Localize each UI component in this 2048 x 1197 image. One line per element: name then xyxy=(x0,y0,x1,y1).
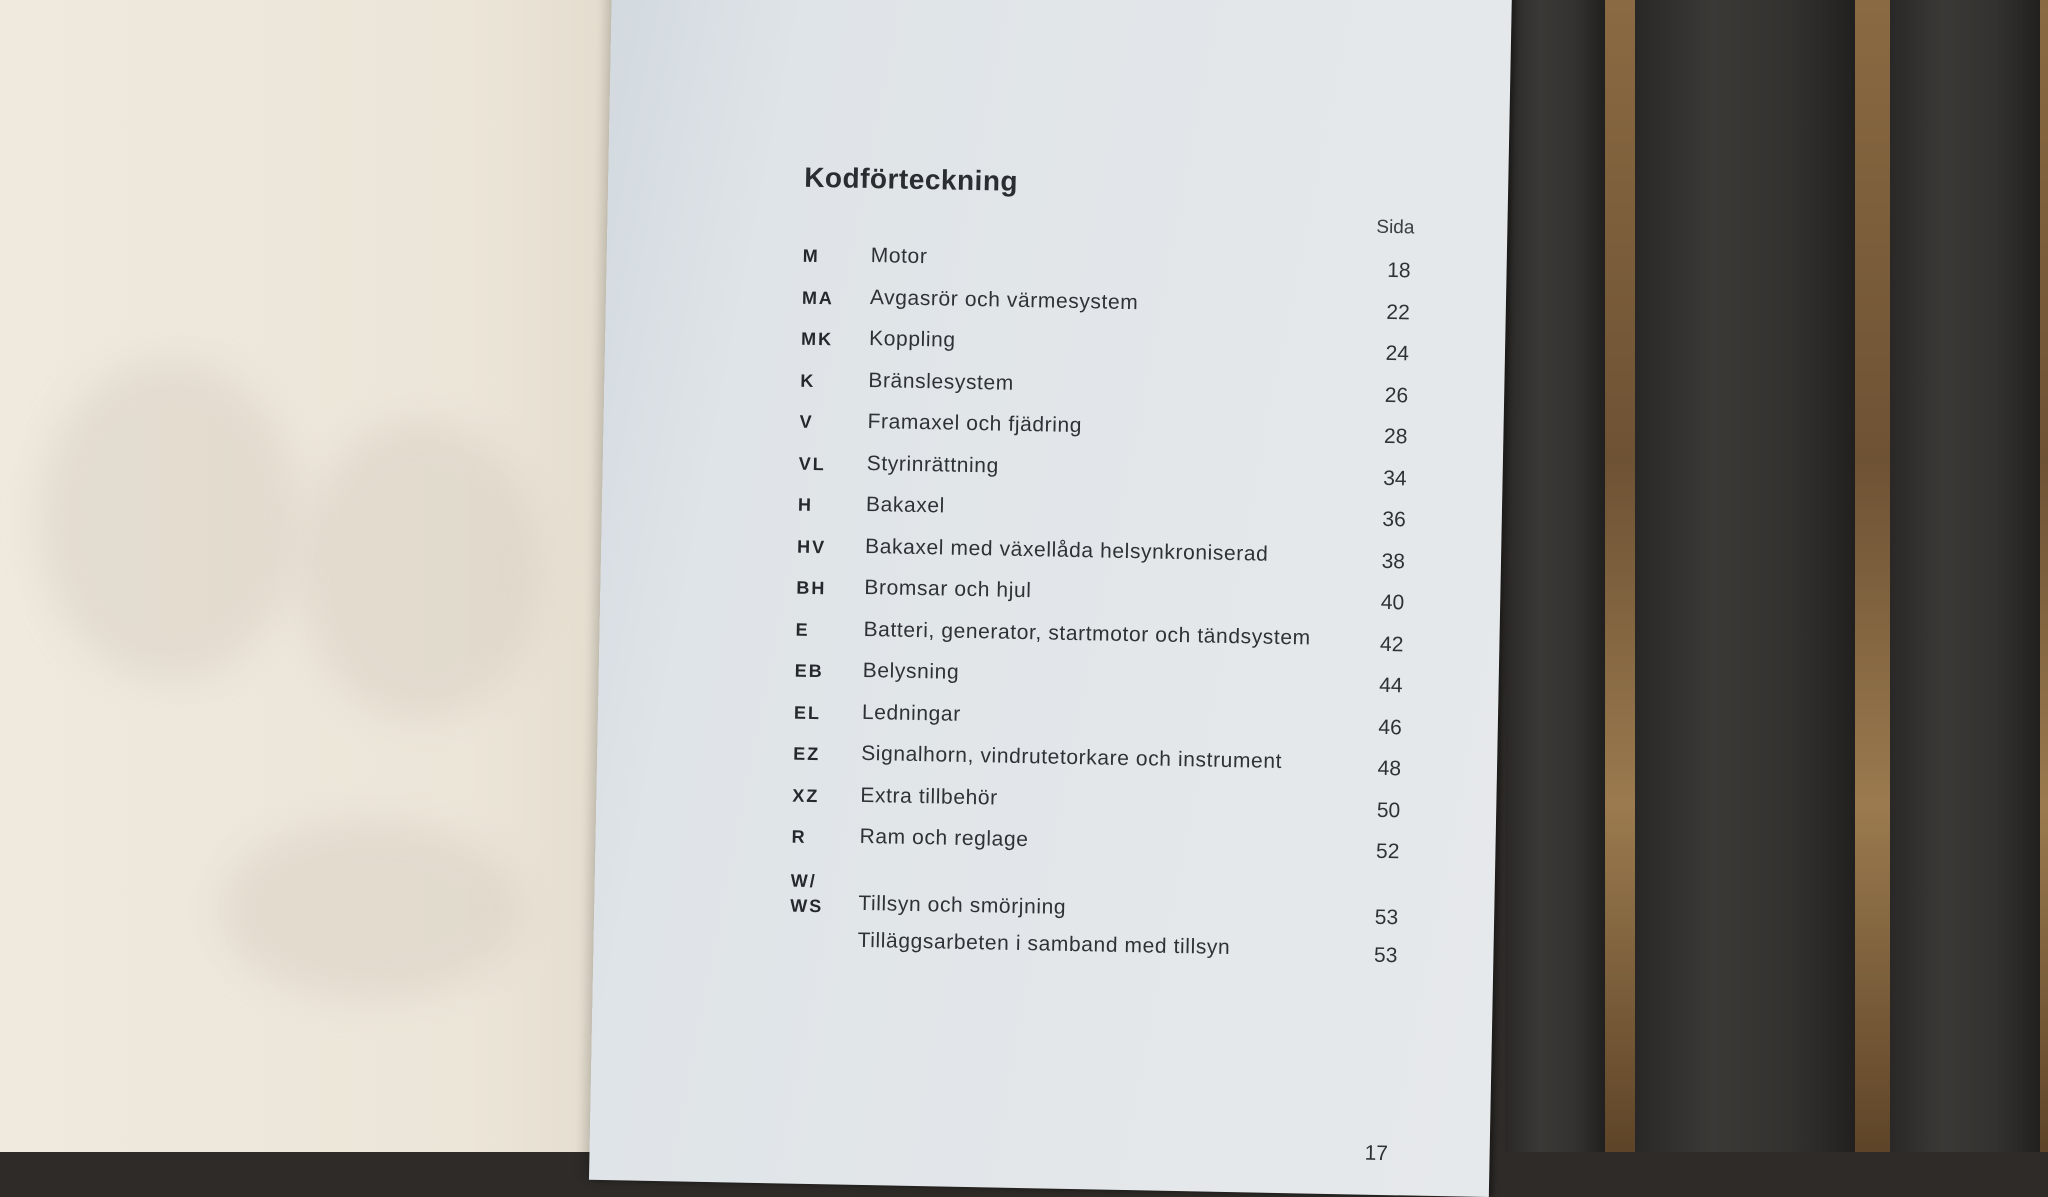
section-code: V xyxy=(799,411,814,432)
page-number: 26 xyxy=(1384,383,1409,407)
page-number: 38 xyxy=(1381,549,1406,573)
section-label: Styrinrättning xyxy=(866,451,1000,478)
section-label: Motor xyxy=(870,244,928,269)
section-label: Avgasrör och värmesystem xyxy=(869,285,1139,314)
section-label: Bromsar och hjul xyxy=(864,575,1032,603)
page-number: 48 xyxy=(1377,756,1402,781)
page-number: 46 xyxy=(1378,715,1403,739)
code-index-list xyxy=(789,246,1423,984)
section-label: Framaxel och fjädring xyxy=(867,409,1083,438)
page-folio: 17 xyxy=(1364,1141,1389,1166)
page-number: 40 xyxy=(1380,590,1405,615)
section-code: HV xyxy=(796,536,827,557)
section-code: R xyxy=(791,826,807,847)
section-code: VL xyxy=(798,453,826,474)
page-number: 28 xyxy=(1383,424,1408,449)
page-number: 42 xyxy=(1379,632,1404,656)
section-label: Signalhorn, vindrutetorkare och instrument xyxy=(860,741,1283,774)
section-label: Ram och reglage xyxy=(859,824,1029,852)
page-number: 52 xyxy=(1375,839,1400,864)
booklet-page xyxy=(589,0,1512,1197)
page-number: 44 xyxy=(1379,673,1403,698)
section-label: Tillsyn och smörjning xyxy=(858,891,1067,919)
section-code: EB xyxy=(794,660,824,682)
section-label: Bakaxel med växellåda helsynkroniserad xyxy=(864,534,1269,566)
section-code: M xyxy=(802,245,820,267)
section-code: EZ xyxy=(792,743,821,765)
page-number: 53 xyxy=(1373,943,1398,967)
section-code: XZ xyxy=(792,785,820,806)
section-code: E xyxy=(795,619,810,640)
facing-blank-page xyxy=(0,0,660,1152)
section-label: Tilläggsarbeten i samband med tillsyn xyxy=(857,928,1231,959)
page-number: 36 xyxy=(1382,507,1407,532)
page-number: 24 xyxy=(1385,341,1410,366)
section-code: W/ WS xyxy=(790,870,824,916)
section-code: H xyxy=(797,494,814,515)
section-label: Koppling xyxy=(868,327,956,352)
page-number: 53 xyxy=(1374,905,1399,929)
section-code: MA xyxy=(801,287,835,308)
section-label: Bränslesystem xyxy=(868,368,1015,395)
section-code: EL xyxy=(793,702,822,723)
page-title: Kodförteckning xyxy=(803,161,1019,197)
section-label: Belysning xyxy=(862,658,960,684)
wooden-bench xyxy=(1505,0,2048,1152)
section-label: Ledningar xyxy=(861,700,962,726)
page-number: 34 xyxy=(1383,466,1407,490)
section-label: Batteri, generator, startmotor och tändsystem xyxy=(863,617,1311,650)
page-number: 18 xyxy=(1386,258,1411,283)
section-code: K xyxy=(800,370,816,391)
page-number: 22 xyxy=(1386,300,1410,324)
page-number: 50 xyxy=(1376,798,1401,822)
section-code: MK xyxy=(800,328,834,350)
section-code: BH xyxy=(796,577,827,599)
section-label: Bakaxel xyxy=(865,492,946,518)
page-column-header: Sida xyxy=(1376,216,1415,239)
section-label: Extra tillbehör xyxy=(860,783,998,810)
section-code xyxy=(790,930,854,931)
